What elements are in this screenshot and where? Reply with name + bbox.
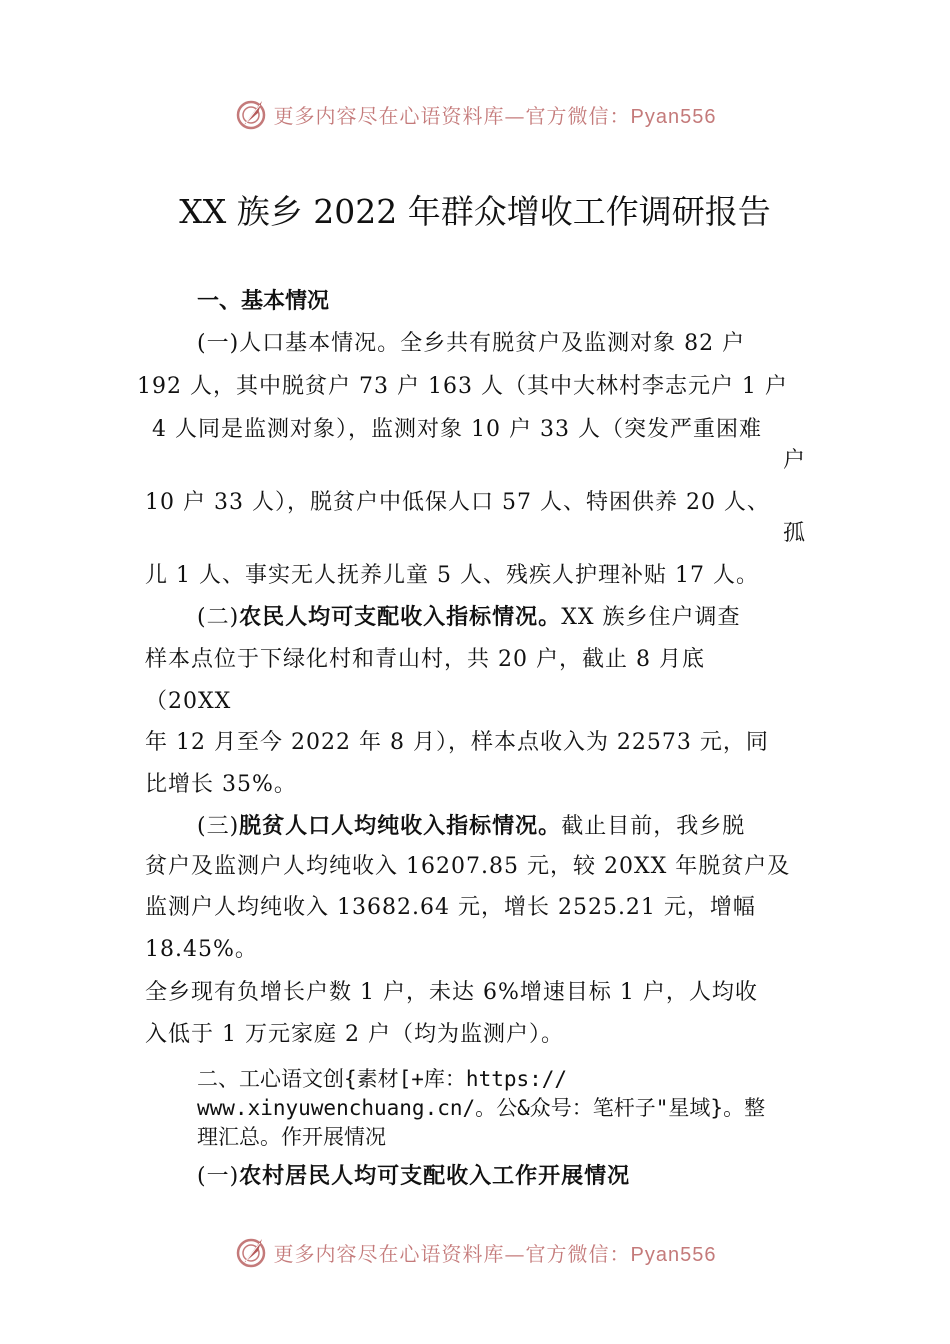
body-line: （20XX xyxy=(145,689,232,714)
body-line: 监测户人均纯收入 13682.64 元，增长 2525.21 元，增幅 xyxy=(145,895,756,920)
body-line: (三)脱贫人口人均纯收入指标情况。截止目前，我乡脱 xyxy=(197,813,746,839)
body-line: (一)人口基本情况。全乡共有脱贫户及监测对象 82 户 xyxy=(197,331,746,356)
banner-text: 更多内容尽在心语资料库—官方微信：Pyan556 xyxy=(273,103,717,128)
quill-logo-icon xyxy=(234,97,268,131)
body-line: 比增长 35%。 xyxy=(145,772,297,797)
body-line: 192 人，其中脱贫户 73 户 163 人（其中大林村李志元户 1 户 xyxy=(137,374,788,399)
body-line: 10 户 33 人），脱贫户中低保人口 57 人、特困供养 20 人、 xyxy=(145,490,770,515)
quill-logo-icon xyxy=(234,1235,268,1269)
body-line: (一)农村居民人均可支配收入工作开展情况 xyxy=(197,1163,631,1189)
body-line: 全乡现有负增长户数 1 户，未达 6%增速目标 1 户，人均收 xyxy=(145,980,758,1005)
wechat-id: Pyan556 xyxy=(630,105,717,128)
body-line: 儿 1 人、事实无人抚养儿童 5 人、残疾人护理补贴 17 人。 xyxy=(145,563,759,588)
wechat-id: Pyan556 xyxy=(630,1243,717,1266)
body-line: 年 12 月至今 2022 年 8 月），样本点收入为 22573 元，同 xyxy=(145,730,769,755)
body-line: 样本点位于下绿化村和青山村，共 20 户，截止 8 月底 xyxy=(145,647,705,672)
footer-watermark-banner xyxy=(0,1232,950,1272)
body-line: 户 xyxy=(783,448,807,473)
body-line: 4 人同是监测对象），监测对象 10 户 33 人（突发严重困难 xyxy=(152,417,762,442)
body-line: www.xinyuwenchuang.cn/。公&众号：笔杆子"星域}。整 xyxy=(197,1096,766,1120)
body-line: 贫户及监测户人均纯收入 16207.85 元，较 20XX 年脱贫户及 xyxy=(145,854,791,879)
body-line: 孤 xyxy=(783,521,807,546)
body-line: 18.45%。 xyxy=(145,937,258,962)
body-line: 二、工心语文创{素材[+库：https:// xyxy=(197,1067,568,1091)
section-heading-basic: 一、基本情况 xyxy=(197,289,330,314)
header-watermark-banner xyxy=(0,94,950,134)
body-line: 入低于 1 万元家庭 2 户（均为监测户）。 xyxy=(145,1022,564,1047)
body-line: (二)农民人均可支配收入指标情况。XX 族乡住户调查 xyxy=(197,604,741,630)
document-title: XX 族乡 2022 年群众增收工作调研报告 xyxy=(179,192,771,231)
banner-text: 更多内容尽在心语资料库—官方微信：Pyan556 xyxy=(273,1241,717,1266)
body-line: 理汇总。作开展情况 xyxy=(197,1125,386,1149)
